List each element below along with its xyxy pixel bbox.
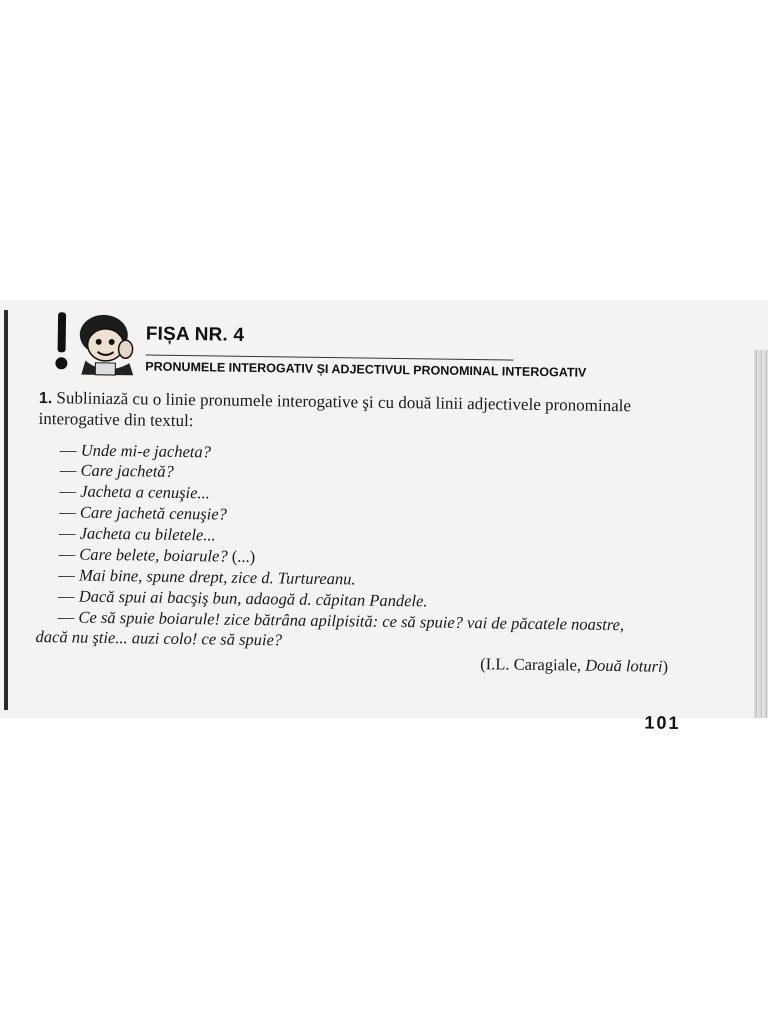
page-number: 101 <box>644 712 681 733</box>
boy-mascot-icon <box>51 310 142 375</box>
dialogue-line: — Ce să spuie boiarule! zice bătrâna apilpisită: ce să spuie? vai de păcatele noastre, <box>57 607 625 635</box>
worksheet-title: FIȘA NR. 4 <box>145 323 245 346</box>
dialogue-continuation: dacă nu ştie... auzi colo! ce să spuie? <box>35 626 283 650</box>
page-content <box>0 299 760 733</box>
exercise-instruction <box>38 388 701 438</box>
instruction-text: Subliniază cu o linie pronumele interogative şi cu două linii adjectivele pronominale interogative din textul: <box>38 388 632 431</box>
dialogue-line: — Jacheta a cenuşie... <box>59 481 211 503</box>
dialogue-line: — Care jachetă cenuşie? <box>59 502 228 524</box>
source-citation: (I.L. Caragiale, Două loturi) <box>480 654 669 676</box>
dialogue-line: — Care jachetă? <box>59 460 174 481</box>
dialogue-line: — Unde mi-e jacheta? <box>60 440 212 462</box>
source-work-title: Două loturi <box>585 655 663 676</box>
exercise-number: 1. <box>38 389 53 408</box>
scanned-page <box>0 300 768 733</box>
dialogue-line: — Care belete, boiarule? (...) <box>58 544 256 567</box>
dialogue-line: — Mai bine, spune drept, zice d. Turtureanu. <box>58 565 356 589</box>
dialogue-line: — Jacheta cu biletele... <box>58 523 216 545</box>
dialogue-line: — Dacă spui ai bacşiş bun, adaogă d. căpitan Pandele. <box>58 586 428 611</box>
worksheet-subtitle: PRONUMELE INTEROGATIV ȘI ADJECTIVUL PRONOMINAL INTEROGATIV <box>145 359 587 380</box>
